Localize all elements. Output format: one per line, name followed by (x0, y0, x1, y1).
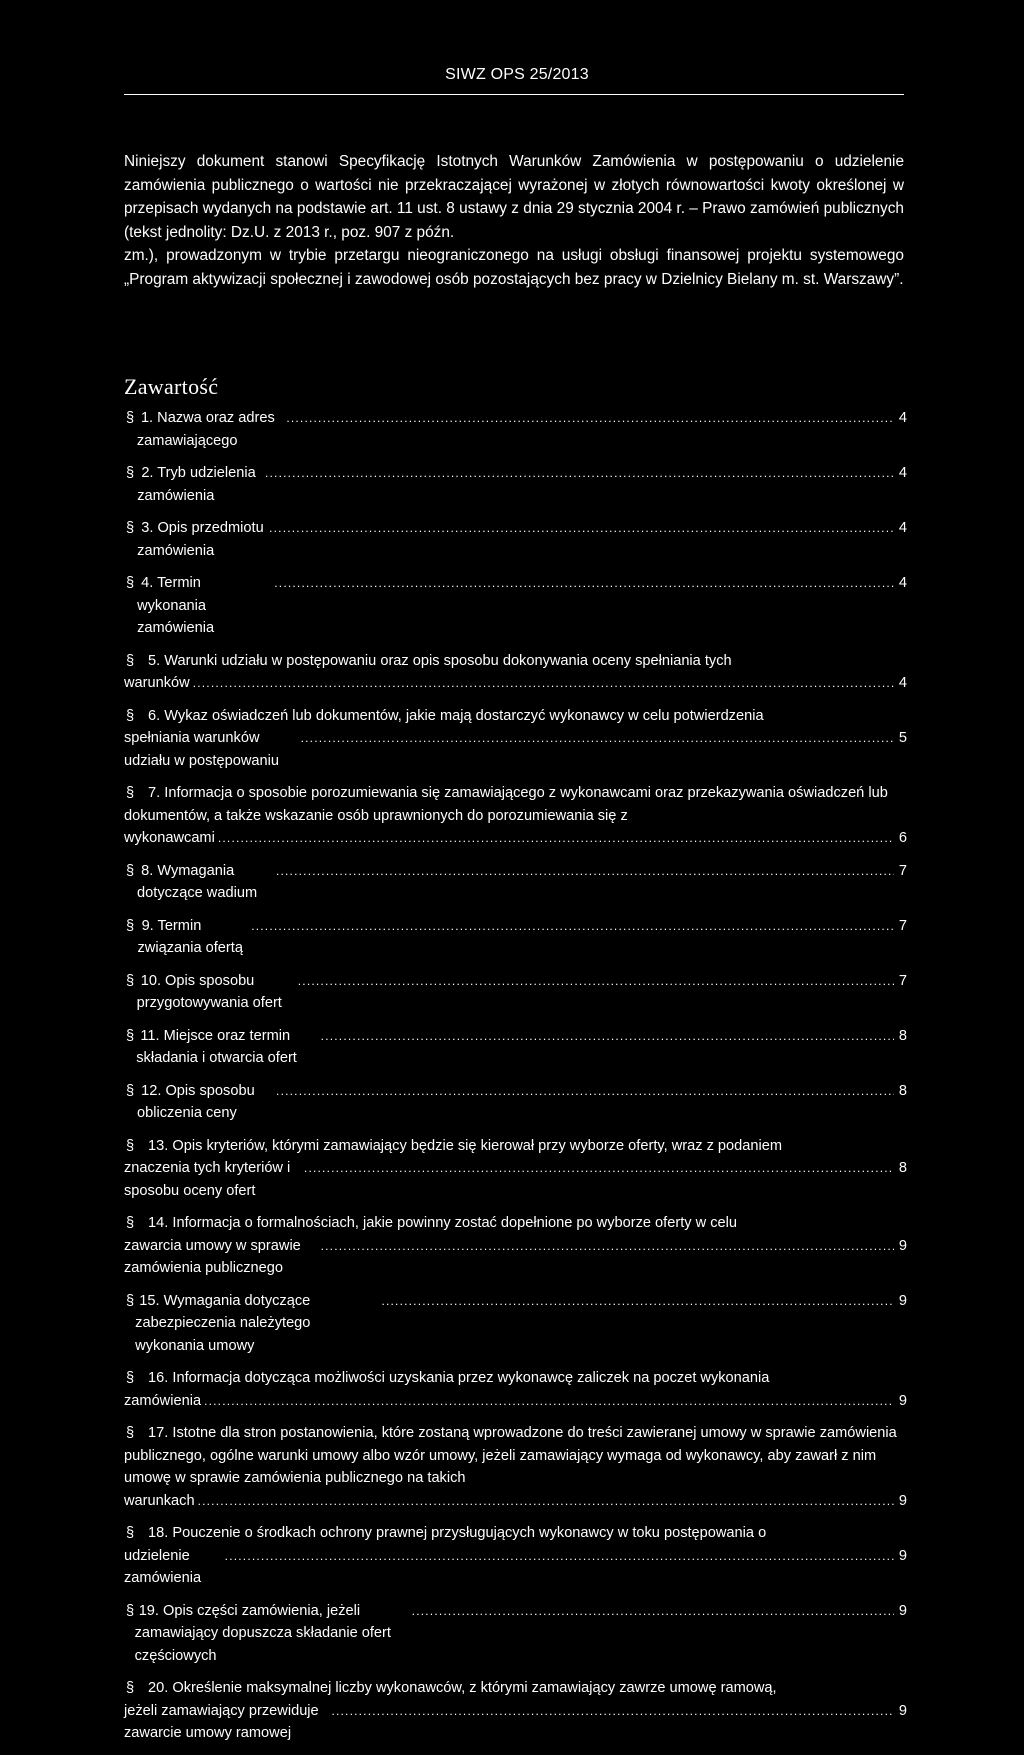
toc-entry-title-continued: spełniania warunków udziału w postępowaniu (124, 730, 279, 769)
toc-page-number: 8 (898, 1160, 907, 1176)
toc-page-number: 9 (898, 1292, 908, 1309)
section-symbol: § (126, 917, 135, 934)
section-symbol: § (126, 652, 135, 669)
toc-page-number: 9 (898, 1492, 907, 1509)
section-symbol: § (126, 707, 135, 724)
toc-entry-title-continued: zamówienia (124, 1392, 202, 1409)
dot-leader (412, 1600, 894, 1623)
dot-leader (381, 1290, 894, 1313)
dot-leader (321, 1025, 894, 1048)
toc-entry-title: 20. Określenie maksymalnej liczby wykonawców, z którymi zamawiający zawrze umowę ramową, (144, 1680, 777, 1696)
section-symbol: § (126, 1370, 135, 1386)
toc-page-number: 7 (898, 917, 907, 934)
toc-entry[interactable] (124, 782, 907, 850)
toc-entry[interactable] (124, 1600, 907, 1668)
toc-entry[interactable] (124, 407, 907, 452)
section-symbol: § (126, 1602, 135, 1619)
toc-entry-title: 11. Miejsce oraz termin składania i otwarcia ofert (136, 1027, 297, 1066)
dot-leader (218, 827, 894, 850)
toc-entry-title-continued: zawarcia umowy w sprawie zamówienia publicznego (124, 1237, 305, 1276)
toc-page-number: 9 (898, 1602, 907, 1619)
toc-entry[interactable] (124, 1212, 907, 1280)
table-of-contents (124, 407, 907, 1755)
dot-leader (298, 970, 894, 993)
toc-page-number: 9 (898, 1702, 907, 1719)
toc-page-number: 4 (898, 410, 908, 426)
section-symbol: § (126, 1082, 135, 1099)
toc-entry-title: 9. Termin związania ofertą (137, 917, 243, 956)
toc-entry-title: 3. Opis przedmiotu zamówienia (137, 520, 268, 559)
toc-page-number: 7 (898, 862, 907, 879)
toc-page-number: 4 (898, 675, 907, 691)
toc-page-number: 4 (898, 465, 907, 481)
toc-entry[interactable] (124, 572, 907, 640)
toc-entry[interactable] (124, 915, 907, 960)
toc-entry[interactable] (124, 705, 907, 773)
toc-page-number: 7 (898, 972, 907, 989)
toc-entry[interactable] (124, 517, 907, 562)
section-symbol: § (126, 1425, 135, 1441)
toc-entry[interactable] (124, 650, 907, 695)
toc-page-number: 4 (898, 520, 907, 536)
toc-entry-title-continued: znaczenia tych kryteriów i sposobu oceny ofert (124, 1160, 295, 1199)
toc-entry[interactable] (124, 1080, 907, 1125)
toc-entry-title: 17. Istotne dla stron postanowienia, które zostaną wprowadzone do treści zawieranej umowy w sprawie zamówienia publicznego, ogólne warunki umowy albo wzór umowy, jeżeli zamawiający wymaga od wykonawcy, aby zawarł z nim umowę w sprawie zamówienia publicznego na takich (124, 1425, 897, 1486)
section-symbol: § (126, 1027, 135, 1044)
section-symbol: § (126, 1680, 135, 1696)
header-divider (124, 94, 904, 95)
section-symbol: § (126, 785, 135, 801)
dot-leader (204, 1390, 894, 1413)
dot-leader (286, 407, 894, 430)
section-symbol: § (126, 520, 135, 536)
toc-page-number: 8 (898, 1082, 907, 1099)
section-symbol: § (126, 410, 135, 426)
toc-entry[interactable] (124, 860, 907, 905)
toc-heading: Zawartość (124, 374, 219, 399)
toc-page-number: 4 (898, 575, 907, 591)
section-symbol: § (126, 465, 135, 481)
toc-entry-title: 5. Warunki udziału w postępowaniu oraz opis sposobu dokonywania oceny spełniania tych (144, 652, 732, 669)
dot-leader (265, 462, 894, 485)
dot-leader (331, 1700, 894, 1723)
toc-entry-title-continued: warunków (124, 675, 190, 691)
section-symbol: § (126, 862, 135, 879)
toc-entry[interactable] (124, 970, 907, 1015)
toc-entry-title-continued: wykonawcami (124, 830, 215, 846)
toc-entry-title: 14. Informacja o formalnościach, jakie powinny zostać dopełnione po wyborze oferty w celu (144, 1215, 737, 1231)
page-header (0, 66, 1024, 84)
section-symbol: § (126, 1137, 135, 1154)
toc-entry-title: 19. Opis części zamówienia, jeżeli zamawiający dopuszcza składanie ofert częściowych (134, 1602, 396, 1664)
toc-entry-title: 16. Informacja dotycząca możliwości uzyskania przez wykonawcę zaliczek na poczet wykonania (144, 1370, 770, 1386)
dot-leader (198, 1490, 894, 1513)
toc-entry-title: 10. Opis sposobu przygotowywania ofert (136, 972, 282, 1011)
document-reference: SIWZ OPS 25/2013 (445, 66, 589, 83)
dot-leader (225, 1545, 894, 1568)
toc-entry-title: 8. Wymagania dotyczące wadium (137, 862, 258, 901)
toc-entry-title: 12. Opis sposobu obliczenia ceny (137, 1082, 259, 1121)
toc-entry[interactable] (124, 1135, 907, 1203)
dot-leader (321, 1235, 894, 1258)
toc-page-number: 8 (898, 1027, 907, 1044)
toc-entry-title-continued: jeżeli zamawiający przewiduje zawarcie umowy ramowej (124, 1702, 323, 1741)
toc-entry-title: 7. Informacja o sposobie porozumiewania się zamawiającego z wykonawcami oraz przekazywania oświadczeń lub dokumentów, a także wskazanie osób uprawnionych do porozumiewania się z (124, 785, 888, 824)
toc-entry-title-continued: warunkach (124, 1492, 195, 1509)
toc-entry-title: 4. Termin wykonania zamówienia (137, 575, 215, 636)
dot-leader (269, 517, 894, 540)
dot-leader (276, 1080, 894, 1103)
toc-page-number: 5 (898, 730, 907, 746)
toc-page-number: 6 (898, 830, 907, 846)
section-symbol: § (126, 1525, 135, 1541)
dot-leader (274, 572, 894, 595)
section-symbol: § (126, 972, 135, 989)
dot-leader (301, 727, 894, 750)
toc-entry-title: 1. Nazwa oraz adres zamawiającego (136, 410, 279, 449)
toc-entry[interactable] (124, 1025, 907, 1070)
toc-entry[interactable] (124, 462, 907, 507)
toc-entry-title: 18. Pouczenie o środkach ochrony prawnej przysługujących wykonawcy w toku postępowania o (144, 1525, 767, 1541)
section-symbol: § (126, 1215, 135, 1231)
toc-entry-title: 2. Tryb udzielenia zamówienia (137, 465, 260, 504)
toc-entry[interactable] (124, 1367, 907, 1412)
toc-entry-title: 13. Opis kryteriów, którymi zamawiający będzie się kierował przy wyborze oferty, wraz z podaniem (144, 1137, 783, 1154)
intro-paragraph-2: zm.), prowadzonym w trybie przetargu nieograniczonego na usługi obsługi finansowej projektu systemowego „Program aktywizacji społecznej i zawodowej osób pozostających bez pracy w Dzielnicy Bielany m. st. Warszawy”. (124, 247, 904, 288)
toc-page-number: 9 (898, 1392, 907, 1409)
intro-paragraph-1: Niniejszy dokument stanowi Specyfikację Istotnych Warunków Zamówienia w postępowaniu o udzielenie zamówienia publicznego o wartości nie przekraczającej wyrażonej w złotych równowartości kwoty określonej w przepisach wydanych na podstawie art. 11 ust. 8 ustawy z dnia 29 stycznia 2004 r. – Prawo zamówień publicznych (tekst jednolity: Dz.U. z 2013 r., poz. 907 z późn. (124, 153, 904, 241)
toc-entry[interactable] (124, 1522, 907, 1590)
toc-entry[interactable] (124, 1290, 907, 1358)
dot-leader (276, 860, 894, 883)
toc-entry[interactable] (124, 1422, 907, 1512)
toc-entry-title: 6. Wykaz oświadczeń lub dokumentów, jakie mają dostarczyć wykonawcy w celu potwierdzenia (144, 707, 764, 724)
dot-leader (304, 1157, 894, 1180)
section-symbol: § (126, 1292, 135, 1309)
dot-leader (193, 672, 894, 695)
toc-page-number: 9 (898, 1547, 907, 1564)
intro-section (124, 150, 904, 291)
section-symbol: § (126, 575, 135, 591)
toc-entry-title-continued: udzielenie zamówienia (124, 1547, 202, 1586)
dot-leader (251, 915, 894, 938)
toc-entry-title: 15. Wymagania dotyczące zabezpieczenia należytego wykonania umowy (135, 1292, 315, 1354)
toc-entry[interactable] (124, 1677, 907, 1745)
toc-page-number: 9 (898, 1237, 907, 1254)
